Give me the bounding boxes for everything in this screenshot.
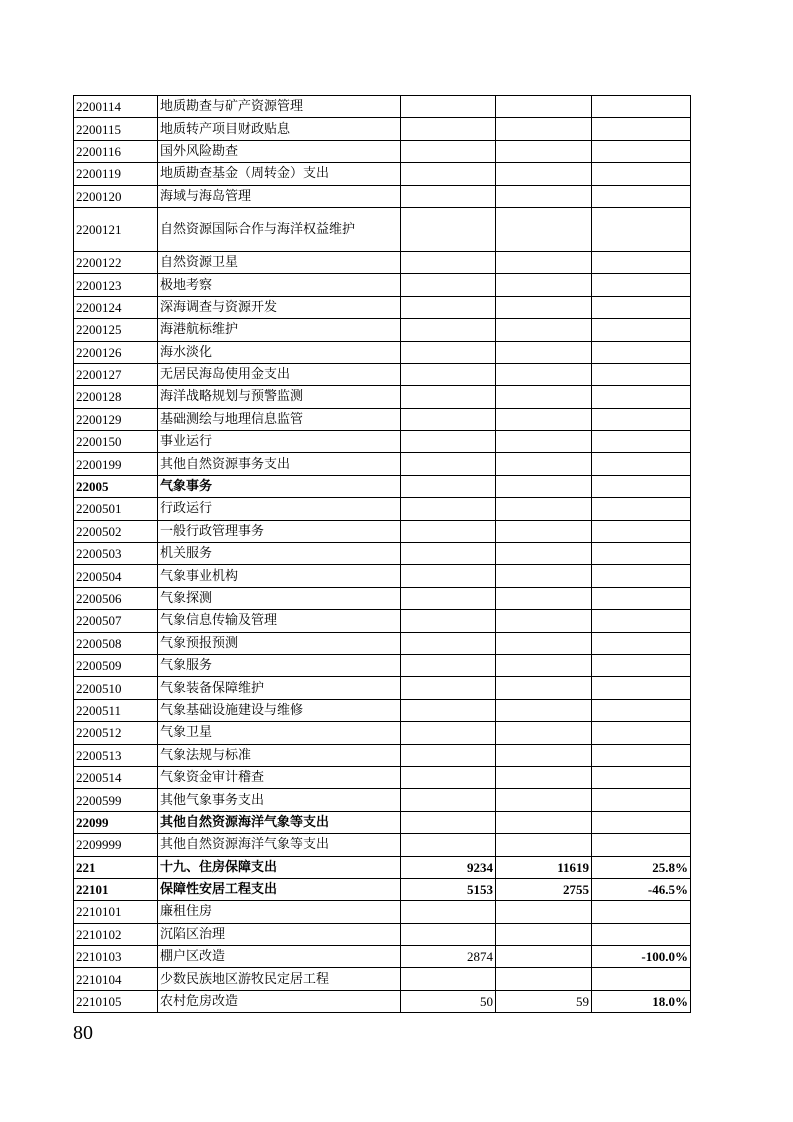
- table-row: [74, 140, 691, 162]
- row-value-prior: [401, 274, 496, 296]
- row-growth-rate: 25.8%: [592, 856, 691, 878]
- table-row: [74, 319, 691, 341]
- row-name: 海域与海岛管理: [158, 185, 401, 207]
- row-name: 气象资金审计稽查: [158, 766, 401, 788]
- table-row: [74, 565, 691, 587]
- row-growth-rate: [592, 834, 691, 856]
- row-name: 气象探测: [158, 587, 401, 609]
- row-value-prior: [401, 587, 496, 609]
- row-growth-rate: [592, 520, 691, 542]
- budget-table: [73, 95, 691, 1013]
- row-value-current: [496, 140, 592, 162]
- row-name: 气象法规与标准: [158, 744, 401, 766]
- row-value-prior: [401, 363, 496, 385]
- row-code: 2200510: [74, 677, 158, 699]
- row-growth-rate: -46.5%: [592, 878, 691, 900]
- row-value-prior: [401, 475, 496, 497]
- table-row: [74, 610, 691, 632]
- table-row: [74, 475, 691, 497]
- row-value-prior: [401, 386, 496, 408]
- row-name: 气象卫星: [158, 722, 401, 744]
- row-value-prior: [401, 744, 496, 766]
- row-value-current: [496, 341, 592, 363]
- row-code: 2200507: [74, 610, 158, 632]
- row-value-current: [496, 274, 592, 296]
- row-name: 气象基础设施建设与维修: [158, 699, 401, 721]
- table-row: [74, 811, 691, 833]
- row-value-prior: 5153: [401, 878, 496, 900]
- row-value-prior: [401, 520, 496, 542]
- row-name: 其他自然资源海洋气象等支出: [158, 811, 401, 833]
- row-value-prior: [401, 699, 496, 721]
- row-value-prior: 50: [401, 990, 496, 1012]
- row-growth-rate: [592, 722, 691, 744]
- row-value-prior: [401, 722, 496, 744]
- table-row: [74, 386, 691, 408]
- row-value-current: [496, 475, 592, 497]
- row-name: 地质勘查与矿产资源管理: [158, 96, 401, 118]
- row-growth-rate: [592, 431, 691, 453]
- row-code: 2200512: [74, 722, 158, 744]
- row-value-current: [496, 408, 592, 430]
- row-growth-rate: [592, 789, 691, 811]
- row-code: 2210102: [74, 923, 158, 945]
- row-growth-rate: [592, 341, 691, 363]
- row-value-current: [496, 386, 592, 408]
- row-value-prior: [401, 96, 496, 118]
- row-value-prior: [401, 789, 496, 811]
- table-row: [74, 498, 691, 520]
- row-value-prior: [401, 185, 496, 207]
- row-code: 2200119: [74, 163, 158, 185]
- row-growth-rate: [592, 475, 691, 497]
- row-value-prior: [401, 766, 496, 788]
- row-value-current: [496, 163, 592, 185]
- row-value-current: [496, 431, 592, 453]
- row-code: 22101: [74, 878, 158, 900]
- row-growth-rate: [592, 923, 691, 945]
- row-value-prior: 9234: [401, 856, 496, 878]
- table-row: [74, 878, 691, 900]
- row-growth-rate: [592, 968, 691, 990]
- row-value-current: 2755: [496, 878, 592, 900]
- row-growth-rate: [592, 610, 691, 632]
- row-value-current: [496, 207, 592, 251]
- row-value-prior: [401, 565, 496, 587]
- row-code: 2210101: [74, 901, 158, 923]
- row-growth-rate: [592, 296, 691, 318]
- row-growth-rate: [592, 654, 691, 676]
- row-growth-rate: [592, 811, 691, 833]
- row-growth-rate: [592, 677, 691, 699]
- table-row: [74, 632, 691, 654]
- row-name: 极地考察: [158, 274, 401, 296]
- row-code: 2200114: [74, 96, 158, 118]
- row-growth-rate: [592, 453, 691, 475]
- row-growth-rate: -100.0%: [592, 946, 691, 968]
- table-row: [74, 363, 691, 385]
- row-name: 海水淡化: [158, 341, 401, 363]
- row-name: 海港航标维护: [158, 319, 401, 341]
- table-row: [74, 766, 691, 788]
- row-code: 2200511: [74, 699, 158, 721]
- row-value-prior: [401, 901, 496, 923]
- row-code: 2200199: [74, 453, 158, 475]
- row-name: 沉陷区治理: [158, 923, 401, 945]
- row-growth-rate: [592, 498, 691, 520]
- row-name: 棚户区改造: [158, 946, 401, 968]
- row-value-current: 11619: [496, 856, 592, 878]
- row-growth-rate: [592, 363, 691, 385]
- row-name: 气象预报预测: [158, 632, 401, 654]
- row-code: 22099: [74, 811, 158, 833]
- row-code: 2210103: [74, 946, 158, 968]
- table-row: [74, 185, 691, 207]
- row-code: 2210105: [74, 990, 158, 1012]
- row-value-prior: [401, 677, 496, 699]
- row-name: 机关服务: [158, 543, 401, 565]
- row-value-prior: [401, 610, 496, 632]
- row-name: 廉租住房: [158, 901, 401, 923]
- row-value-prior: [401, 543, 496, 565]
- row-value-current: [496, 968, 592, 990]
- row-name: 地质勘查基金（周转金）支出: [158, 163, 401, 185]
- row-code: 2200501: [74, 498, 158, 520]
- row-code: 2200127: [74, 363, 158, 385]
- table-row: [74, 946, 691, 968]
- row-value-current: [496, 118, 592, 140]
- row-code: 2200123: [74, 274, 158, 296]
- row-growth-rate: [592, 251, 691, 273]
- row-code: 2200125: [74, 319, 158, 341]
- row-value-current: [496, 789, 592, 811]
- table-row: [74, 834, 691, 856]
- row-growth-rate: [592, 901, 691, 923]
- row-value-current: [496, 185, 592, 207]
- row-name: 行政运行: [158, 498, 401, 520]
- row-value-prior: [401, 811, 496, 833]
- row-name: 十九、住房保障支出: [158, 856, 401, 878]
- row-code: 2200506: [74, 587, 158, 609]
- row-code: 2210104: [74, 968, 158, 990]
- row-code: 2200150: [74, 431, 158, 453]
- row-code: 22005: [74, 475, 158, 497]
- row-value-current: [496, 610, 592, 632]
- table-row: [74, 722, 691, 744]
- row-code: 2209999: [74, 834, 158, 856]
- row-value-current: [496, 498, 592, 520]
- row-growth-rate: [592, 632, 691, 654]
- row-name: 地质转产项目财政贴息: [158, 118, 401, 140]
- table-row: [74, 923, 691, 945]
- row-code: 2200599: [74, 789, 158, 811]
- table-row: [74, 789, 691, 811]
- row-growth-rate: [592, 319, 691, 341]
- row-growth-rate: [592, 207, 691, 251]
- row-name: 自然资源国际合作与海洋权益维护: [158, 207, 401, 251]
- row-name: 基础测绘与地理信息监管: [158, 408, 401, 430]
- row-value-current: [496, 946, 592, 968]
- row-code: 2200508: [74, 632, 158, 654]
- row-value-current: [496, 319, 592, 341]
- row-growth-rate: [592, 274, 691, 296]
- table-row: [74, 296, 691, 318]
- row-value-current: [496, 251, 592, 273]
- row-value-prior: [401, 834, 496, 856]
- row-name: 气象信息传输及管理: [158, 610, 401, 632]
- page-number: 80: [73, 1022, 93, 1044]
- row-value-current: 59: [496, 990, 592, 1012]
- table-row: [74, 163, 691, 185]
- row-code: 2200121: [74, 207, 158, 251]
- row-value-current: [496, 722, 592, 744]
- row-value-current: [496, 587, 592, 609]
- row-growth-rate: 18.0%: [592, 990, 691, 1012]
- row-code: 221: [74, 856, 158, 878]
- table-row: [74, 856, 691, 878]
- row-value-prior: [401, 251, 496, 273]
- row-code: 2200116: [74, 140, 158, 162]
- row-code: 2200129: [74, 408, 158, 430]
- row-code: 2200502: [74, 520, 158, 542]
- row-value-prior: [401, 968, 496, 990]
- row-name: 保障性安居工程支出: [158, 878, 401, 900]
- row-value-prior: [401, 632, 496, 654]
- row-growth-rate: [592, 744, 691, 766]
- row-growth-rate: [592, 386, 691, 408]
- row-code: 2200122: [74, 251, 158, 273]
- row-name: 深海调查与资源开发: [158, 296, 401, 318]
- table-row: [74, 431, 691, 453]
- row-code: 2200503: [74, 543, 158, 565]
- row-value-prior: [401, 654, 496, 676]
- row-value-current: [496, 834, 592, 856]
- row-value-current: [496, 677, 592, 699]
- row-value-current: [496, 543, 592, 565]
- row-growth-rate: [592, 543, 691, 565]
- table-row: [74, 341, 691, 363]
- row-value-prior: [401, 319, 496, 341]
- table-row: [74, 543, 691, 565]
- row-value-current: [496, 654, 592, 676]
- table-body: [74, 96, 691, 1013]
- row-growth-rate: [592, 565, 691, 587]
- row-value-current: [496, 811, 592, 833]
- row-name: 少数民族地区游牧民定居工程: [158, 968, 401, 990]
- row-code: 2200126: [74, 341, 158, 363]
- row-value-current: [496, 744, 592, 766]
- row-value-prior: [401, 118, 496, 140]
- row-name: 国外风险勘查: [158, 140, 401, 162]
- row-code: 2200504: [74, 565, 158, 587]
- row-growth-rate: [592, 96, 691, 118]
- row-name: 一般行政管理事务: [158, 520, 401, 542]
- row-growth-rate: [592, 766, 691, 788]
- row-name: 气象事务: [158, 475, 401, 497]
- row-growth-rate: [592, 587, 691, 609]
- row-value-current: [496, 453, 592, 475]
- row-value-prior: [401, 341, 496, 363]
- row-code: 2200120: [74, 185, 158, 207]
- row-code: 2200128: [74, 386, 158, 408]
- row-value-current: [496, 923, 592, 945]
- row-name: 事业运行: [158, 431, 401, 453]
- table-row: [74, 654, 691, 676]
- row-name: 其他自然资源事务支出: [158, 453, 401, 475]
- row-code: 2200115: [74, 118, 158, 140]
- row-value-current: [496, 632, 592, 654]
- row-value-prior: 2874: [401, 946, 496, 968]
- table-row: [74, 453, 691, 475]
- row-code: 2200514: [74, 766, 158, 788]
- row-value-current: [496, 296, 592, 318]
- row-value-prior: [401, 923, 496, 945]
- row-value-current: [496, 565, 592, 587]
- row-value-prior: [401, 431, 496, 453]
- table-row: [74, 968, 691, 990]
- table-row: [74, 274, 691, 296]
- row-growth-rate: [592, 163, 691, 185]
- row-name: 气象事业机构: [158, 565, 401, 587]
- row-value-prior: [401, 453, 496, 475]
- row-name: 农村危房改造: [158, 990, 401, 1012]
- table-row: [74, 408, 691, 430]
- row-growth-rate: [592, 699, 691, 721]
- row-code: 2200513: [74, 744, 158, 766]
- row-name: 气象装备保障维护: [158, 677, 401, 699]
- row-value-current: [496, 901, 592, 923]
- row-name: 其他气象事务支出: [158, 789, 401, 811]
- row-growth-rate: [592, 408, 691, 430]
- row-value-prior: [401, 296, 496, 318]
- table-row: [74, 990, 691, 1012]
- row-code: 2200124: [74, 296, 158, 318]
- row-value-current: [496, 520, 592, 542]
- table-row: [74, 118, 691, 140]
- row-name: 气象服务: [158, 654, 401, 676]
- table-row: [74, 677, 691, 699]
- table-row: [74, 744, 691, 766]
- row-value-current: [496, 699, 592, 721]
- row-value-prior: [401, 207, 496, 251]
- table-row: [74, 96, 691, 118]
- row-growth-rate: [592, 140, 691, 162]
- table-row: [74, 251, 691, 273]
- table-row: [74, 699, 691, 721]
- row-value-current: [496, 766, 592, 788]
- row-value-prior: [401, 163, 496, 185]
- row-value-prior: [401, 408, 496, 430]
- table-row: [74, 587, 691, 609]
- table-row: [74, 901, 691, 923]
- row-value-prior: [401, 498, 496, 520]
- row-value-current: [496, 363, 592, 385]
- row-name: 海洋战略规划与预警监测: [158, 386, 401, 408]
- table-row: [74, 207, 691, 251]
- row-growth-rate: [592, 118, 691, 140]
- row-name: 其他自然资源海洋气象等支出: [158, 834, 401, 856]
- row-value-current: [496, 96, 592, 118]
- row-name: 无居民海岛使用金支出: [158, 363, 401, 385]
- row-name: 自然资源卫星: [158, 251, 401, 273]
- row-code: 2200509: [74, 654, 158, 676]
- table-row: [74, 520, 691, 542]
- row-growth-rate: [592, 185, 691, 207]
- row-value-prior: [401, 140, 496, 162]
